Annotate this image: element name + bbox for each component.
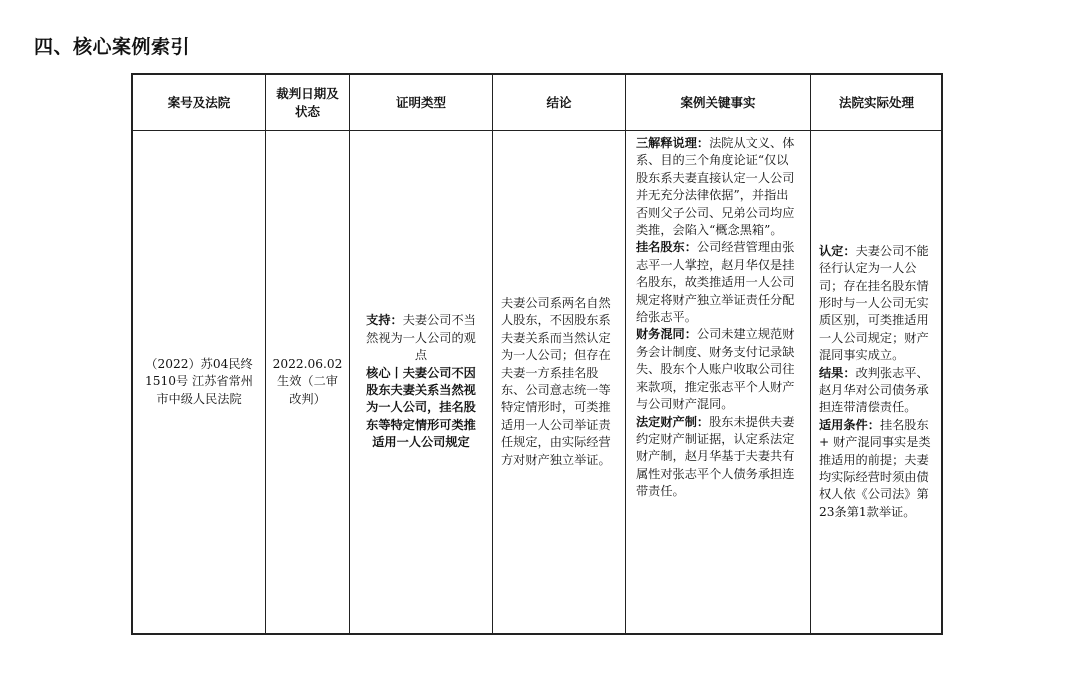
header-date-status: [266, 75, 350, 131]
fact-item: [636, 135, 800, 239]
fact-text: 公司未建立规范财务会计制度、财务支付记录缺失、股东个人账户收取公司往来款项，推定张志平个人财产与公司财产混同。: [636, 327, 795, 412]
table-row: [133, 131, 943, 634]
handling-item: [819, 365, 934, 417]
case-court-text: （2022）苏04民终1510号 江苏省常州市中级人民法院: [144, 356, 253, 406]
handling-text: 挂名股东 + 财产混同事实是类推适用的前提；夫妻均实际经营时须由债权人依《公司法》第23条第1款举证。: [819, 417, 931, 519]
judgment-date: 2022.06.02: [272, 356, 343, 371]
fact-label: 挂名股东：: [636, 240, 697, 255]
cell-conclusion: [493, 131, 626, 634]
handling-label: 结果：: [819, 365, 856, 380]
fact-text: 股东未提供夫妻约定财产制证据，认定系法定财产制，赵月华基于夫妻共有属性对张志平个人债务承担连带责任。: [636, 414, 795, 499]
fact-item: [636, 326, 800, 413]
fact-item: [636, 239, 800, 326]
conclusion-text: 夫妻公司系两名自然人股东，不因股东系夫妻关系而当然认定为一人公司；但存在夫妻一方系挂名股东、公司意志统一等特定情形时，可类推适用一人公司举证责任规定，由实际经营方对财产独立举证。: [501, 295, 611, 467]
fact-label: 法定财产制：: [636, 414, 710, 429]
handling-item: [819, 417, 934, 521]
header-key-facts: 案例关键事实: [626, 75, 811, 131]
proof-support-text: 夫妻公司不当然视为一人公司的观点: [366, 313, 476, 363]
proof-core-text: 核心丨夫妻公司不因股东夫妻关系当然视为一人公司，挂名股东等特定情形可类推适用一人公司规定: [366, 365, 476, 450]
fact-text: 公司经营管理由张志平一人掌控，赵月华仅是挂名股东，故类推适用一人公司规定将财产独立举证责任分配给张志平。: [636, 240, 795, 325]
fact-label: 三解释说理：: [636, 136, 710, 150]
cell-case-court: [133, 131, 266, 634]
case-index-table: [132, 74, 943, 634]
header-case-court: 案号及法院: [133, 75, 266, 131]
fact-label: 财务混同：: [636, 327, 697, 342]
proof-support-label: 支持：: [366, 313, 403, 328]
handling-text: 改判张志平、赵月华对公司债务承担连带清偿责任。: [819, 365, 929, 415]
handling-label: 适用条件：: [819, 417, 880, 432]
fact-text: 法院从文义、体系、目的三个角度论证“仅以股东系夫妻直接认定一人公司并无充分法律依据”，并指出否则父子公司、兄弟公司均应类推，会陷入“概念黑箱”。: [636, 136, 795, 238]
fact-item: [636, 414, 800, 501]
handling-item: [819, 243, 934, 365]
table-header-row: [133, 75, 943, 131]
cell-key-facts: [626, 131, 811, 634]
section-title: 四、核心案例索引: [34, 36, 191, 58]
cell-proof-type: [350, 131, 493, 634]
header-proof-type: 证明类型: [350, 75, 493, 131]
judgment-status: 生效（二审改判）: [277, 374, 338, 406]
cell-date-status: [266, 131, 350, 634]
handling-text: 夫妻公司不能径行认定为一人公司；存在挂名股东情形时与一人公司无实质区别，可类推适用一人公司规定；财产混同事实成立。: [819, 243, 929, 363]
header-conclusion: 结论: [493, 75, 626, 131]
header-date-status-text: 裁判日期及状态: [276, 85, 339, 119]
cell-court-handling: [811, 131, 943, 634]
header-court-handling: 法院实际处理: [811, 75, 943, 131]
handling-label: 认定：: [819, 243, 856, 258]
